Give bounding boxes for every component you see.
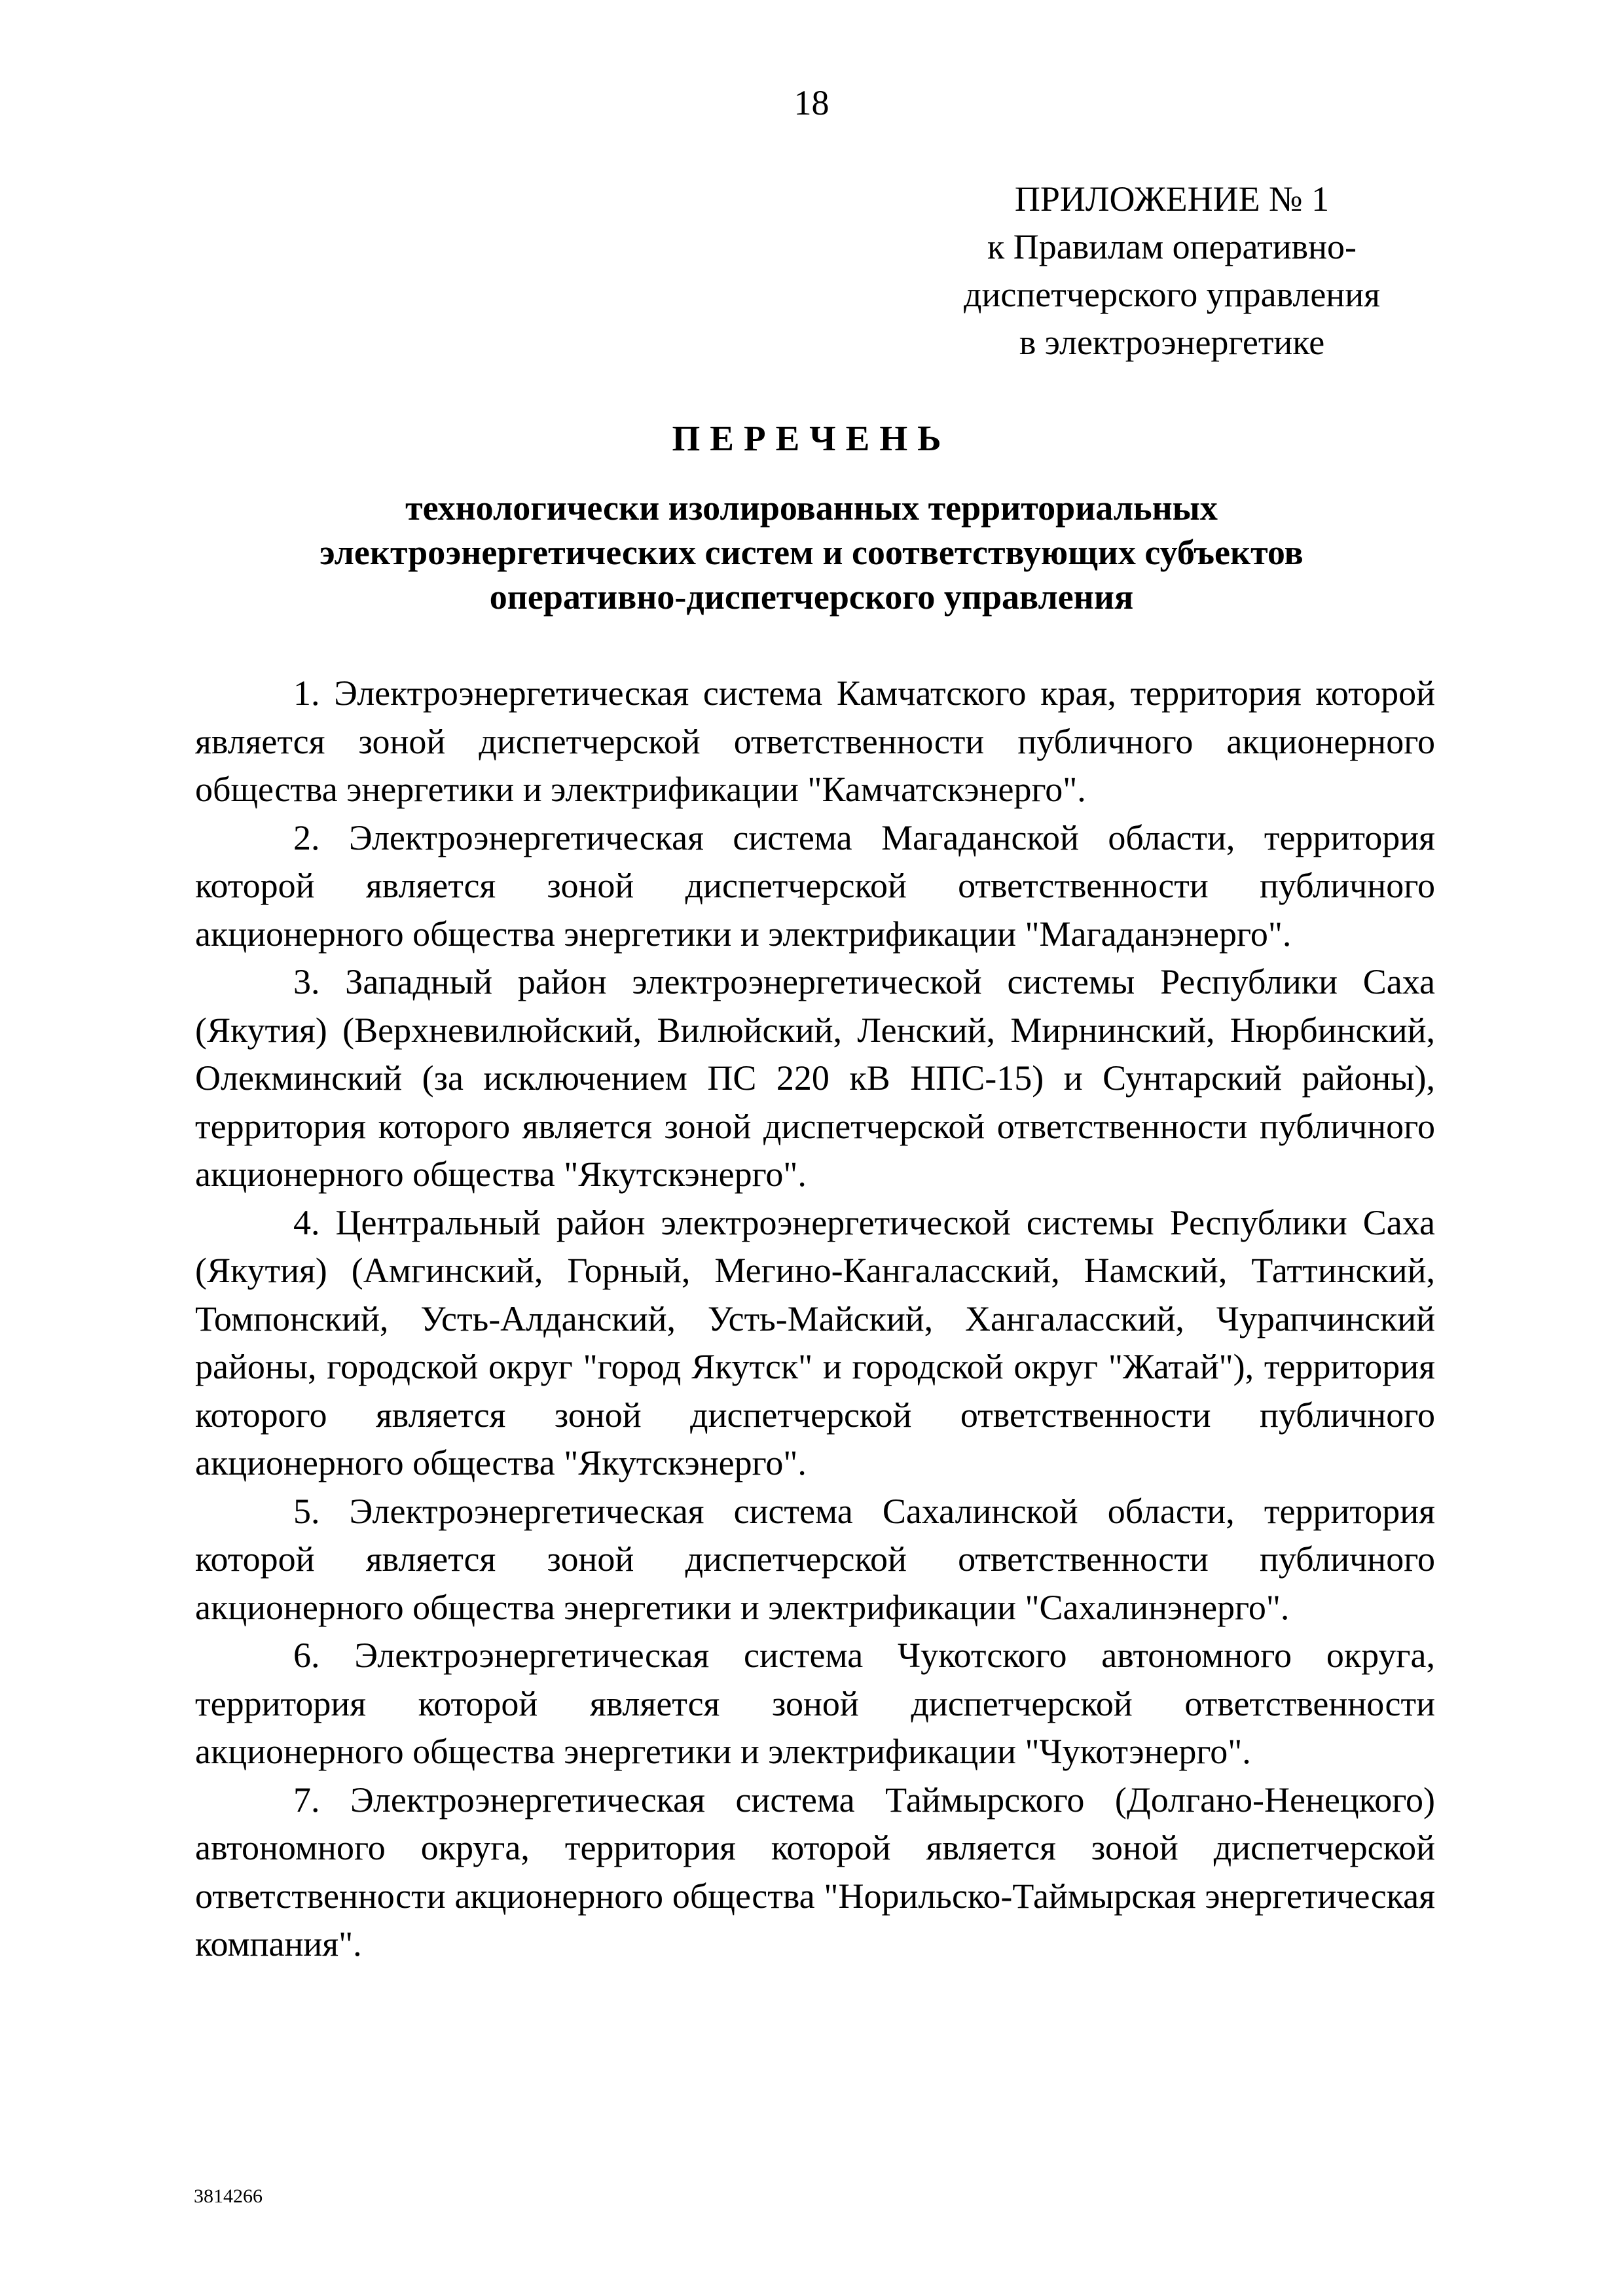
appendix-line: в электроэнергетике [1019,323,1325,362]
list-item: 4. Центральный район электроэнергетической системы Республики Саха (Якутия) (Амгинский, Горный, Мегино-Кангаласский, Намский, Таттинский, Томпонский, Усть-Алданский, Усть-Майский, Хангаласский, Чурапчинский районы, городской округ "город Якутск" и городской округ "Жатай"), территория которого является зоной диспетчерской ответственности публичного акционерного общества "Якутскэнерго". [195,1202,1435,1482]
appendix-title: ПРИЛОЖЕНИЕ № 1 [1014,179,1330,219]
item-list [195,670,1435,1969]
document-heading: ПЕРЕЧЕНЬ [672,418,951,458]
page-number: 18 [793,83,830,122]
document-code: 3814266 [194,2185,263,2207]
list-item: 2. Электроэнергетическая система Магаданской области, территория которой является зоной диспетчерской ответственности публичного акционерного общества энергетики и электрификации "Магаданэнерго". [195,817,1435,954]
subtitle-line: оперативно-диспетчерского управления [489,577,1134,617]
list-item: 3. Западный район электроэнергетической системы Республики Саха (Якутия) (Верхневилюйский, Вилюйский, Ленский, Мирнинский, Нюрбинский, Олекминский (за исключением ПС 220 кВ НПС-15) и Сунтарский районы), территория которого является зоной диспетчерской ответственности публичного акционерного общества "Якутскэнерго". [195,962,1435,1194]
document-subtitle [0,486,1623,619]
appendix-line: к Правилам оперативно- [987,227,1357,266]
appendix-block [903,175,1440,367]
list-item: 1. Электроэнергетическая система Камчатского края, территория которой является зоной диспетчерской ответственности публичного акционерного общества энергетики и электрификации "Камчатскэнерго". [195,673,1435,809]
list-item: 5. Электроэнергетическая система Сахалинской области, территория которой является зоной диспетчерской ответственности публичного акционерного общества энергетики и электрификации "Сахалинэнерго". [195,1491,1435,1627]
subtitle-line: электроэнергетических систем и соответствующих субъектов [319,533,1304,572]
list-item: 7. Электроэнергетическая система Таймырского (Долгано-Ненецкого) автономного округа, территория которой является зоной диспетчерской ответственности акционерного общества "Норильско-Таймырская энергетическая компания". [195,1780,1435,1964]
list-item: 6. Электроэнергетическая система Чукотского автономного округа, территория которой является зоной диспетчерской ответственности акционерного общества энергетики и электрификации "Чукотэнерго". [195,1636,1435,1771]
subtitle-line: технологически изолированных территориальных [405,488,1218,528]
appendix-line: диспетчерского управления [964,275,1380,314]
